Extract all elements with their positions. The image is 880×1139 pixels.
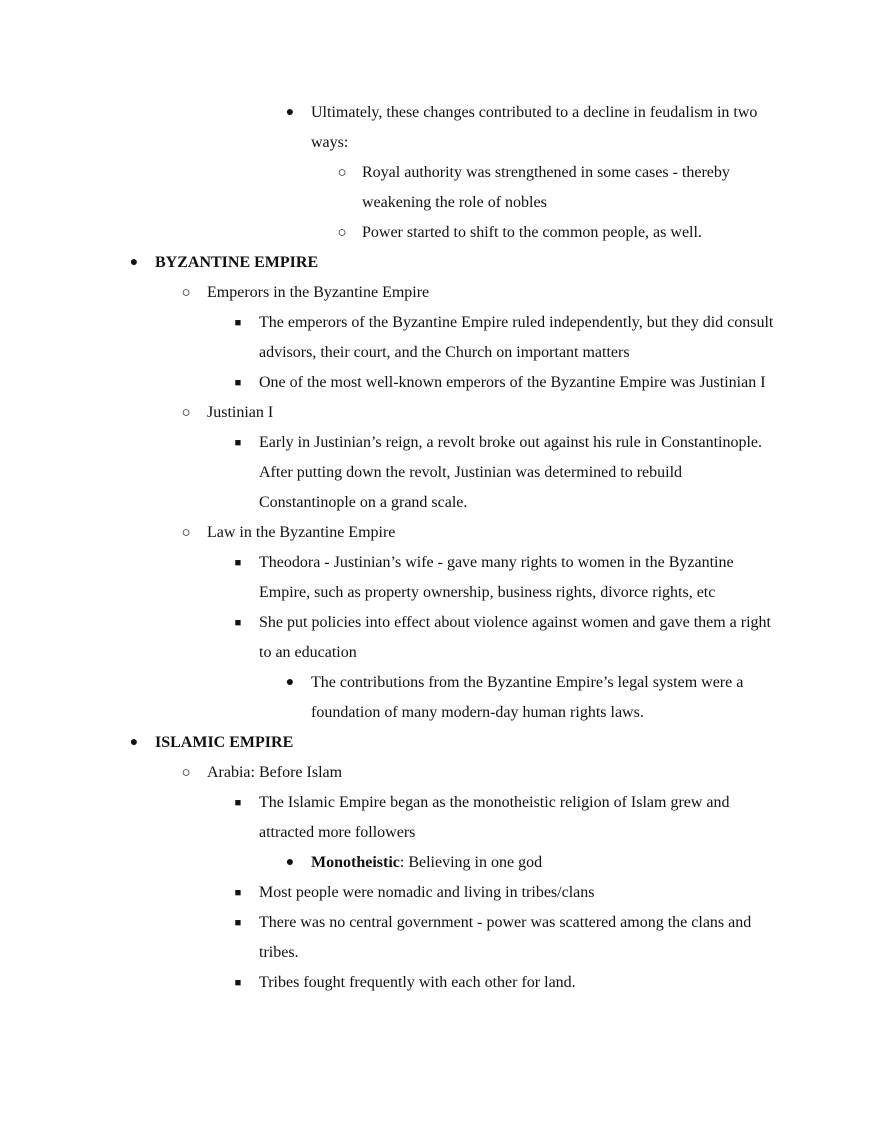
bullet-square: ■ [234, 617, 242, 629]
bullet-square: ■ [234, 317, 242, 329]
bullet-square: ■ [234, 557, 242, 569]
list-item [0, 788, 880, 848]
list-item-text: Royal authority was strengthened in some cases - thereby weakening the role of nobles [362, 164, 730, 211]
subsection-title [0, 758, 880, 788]
subsection-title-text: Emperors in the Byzantine Empire [207, 284, 430, 301]
list-item-text: The Islamic Empire began as the monotheistic religion of Islam grew and attracted more followers [259, 794, 730, 841]
subsection-title [0, 278, 880, 308]
list-item [0, 908, 880, 968]
section-heading-text: ISLAMIC EMPIRE [155, 734, 294, 751]
list-item [0, 608, 880, 668]
list-item [0, 428, 880, 518]
list-item-text: Tribes fought frequently with each other for land. [259, 974, 576, 991]
bullet-square: ■ [234, 437, 242, 449]
list-item-text: She put policies into effect about violence against women and gave them a right to an education [259, 614, 771, 661]
list-item [0, 368, 880, 398]
bullet-disc: ● [285, 105, 295, 120]
bullet-circle: ○ [181, 285, 191, 301]
list-item-text: One of the most well-known emperors of the Byzantine Empire was Justinian I [259, 374, 766, 391]
list-item [0, 548, 880, 608]
list-item [0, 878, 880, 908]
bullet-disc: ● [129, 255, 139, 270]
bullet-disc: ● [285, 855, 295, 870]
definition-text [311, 848, 771, 878]
subsection-title [0, 398, 880, 428]
subsection-title-text: Justinian I [207, 404, 274, 421]
list-item-text: Theodora - Justinian’s wife - gave many rights to women in the Byzantine Empire, such as property ownership, business rights, divorce rights, etc [259, 554, 734, 601]
document-page [0, 98, 880, 998]
list-item-text: Ultimately, these changes contributed to a decline in feudalism in two ways: [311, 104, 758, 151]
bullet-circle: ○ [181, 765, 191, 781]
list-item [0, 308, 880, 368]
subsection-title-text: Arabia: Before Islam [207, 764, 343, 781]
bullet-square: ■ [234, 887, 242, 899]
list-item [0, 218, 880, 248]
section-heading-byzantine [0, 248, 880, 278]
list-item [0, 98, 880, 158]
bullet-square: ■ [234, 797, 242, 809]
bullet-square: ■ [234, 977, 242, 989]
bullet-square: ■ [234, 377, 242, 389]
subsection-title [0, 518, 880, 548]
bullet-circle: ○ [337, 165, 347, 181]
section-heading-islamic [0, 728, 880, 758]
section-heading-text: BYZANTINE EMPIRE [155, 254, 319, 271]
list-item [0, 968, 880, 998]
list-item-text: Most people were nomadic and living in tribes/clans [259, 884, 595, 901]
definition-term: Monotheistic [311, 854, 400, 871]
definition-rest: : Believing in one god [399, 854, 543, 871]
definition-item [0, 848, 880, 878]
list-item-text: Early in Justinian’s reign, a revolt broke out against his rule in Constantinople. After putting down the revolt, Justinian was determined to rebuild Constantinople on a grand scale. [259, 434, 763, 511]
list-item [0, 158, 880, 218]
bullet-circle: ○ [181, 525, 191, 541]
list-item [0, 668, 880, 728]
list-item-text: The contributions from the Byzantine Empire’s legal system were a foundation of many modern-day human rights laws. [311, 674, 744, 721]
subsection-title-text: Law in the Byzantine Empire [207, 524, 396, 541]
bullet-disc: ● [129, 735, 139, 750]
bullet-square: ■ [234, 917, 242, 929]
bullet-circle: ○ [181, 405, 191, 421]
list-item-text: The emperors of the Byzantine Empire ruled independently, but they did consult advisors, their court, and the Church on important matters [259, 314, 774, 361]
bullet-circle: ○ [337, 225, 347, 241]
list-item-text: There was no central government - power was scattered among the clans and tribes. [259, 914, 752, 961]
list-item-text: Power started to shift to the common people, as well. [362, 224, 702, 241]
bullet-disc: ● [285, 675, 295, 690]
